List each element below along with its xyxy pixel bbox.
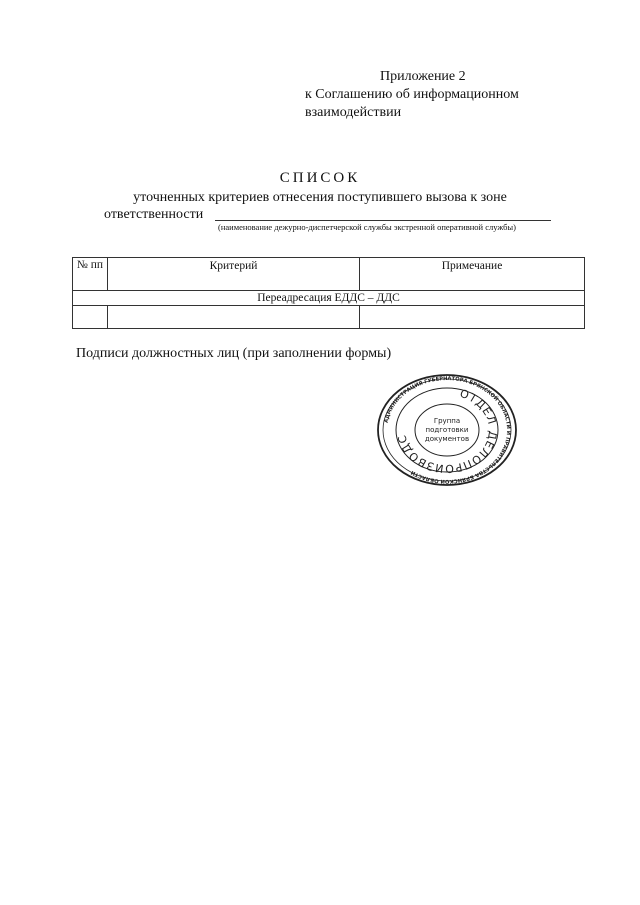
criteria-table xyxy=(72,257,585,329)
appendix-line-3: взаимодействии xyxy=(305,105,402,120)
stamp-outer-text: АДМИНИСТРАЦИЯ ГУБЕРНАТОРА БРЯНСКОЙ ОБЛАСТИ И ПРАВИТЕЛЬСТВА БРЯНСКОЙ ОБЛАСТИ xyxy=(383,375,512,485)
header-criterion: Критерий xyxy=(108,258,360,291)
official-stamp xyxy=(376,373,518,487)
table-group-row xyxy=(73,291,585,306)
appendix-title: Приложение 2 xyxy=(380,69,466,84)
zone-caption: (наименование дежурно-диспетчерской службы экстренной оперативной службы) xyxy=(218,222,516,232)
appendix-block xyxy=(305,68,519,122)
stamp-center-line-2: подготовки xyxy=(425,426,469,434)
cell-note xyxy=(360,306,585,329)
cell-criterion xyxy=(108,306,360,329)
cell-num xyxy=(73,306,108,329)
header-num: № пп xyxy=(73,258,108,291)
header-note: Примечание xyxy=(360,258,585,291)
stamp-center-line-1: Группа xyxy=(433,417,461,425)
table-row xyxy=(73,306,585,329)
appendix-line-2: к Соглашению об информационном xyxy=(305,87,519,102)
table-header-row xyxy=(73,258,585,291)
stamp-graphic xyxy=(376,373,518,487)
zone-label: ответственности xyxy=(104,207,204,222)
document-title: СПИСОК xyxy=(279,170,361,186)
stamp-center-line-3: документов xyxy=(424,435,470,443)
zone-fill-line xyxy=(215,220,551,221)
document-subtitle: уточненных критериев отнесения поступившего вызова к зоне xyxy=(133,190,507,205)
group-label: Переадресация ЕДДС – ДДС xyxy=(73,291,585,306)
signatures-line: Подписи должностных лиц (при заполнении формы) xyxy=(76,346,392,361)
stamp-ring-text: ОТДЕЛ ДЕЛОПРОИЗВОДС xyxy=(395,386,500,476)
